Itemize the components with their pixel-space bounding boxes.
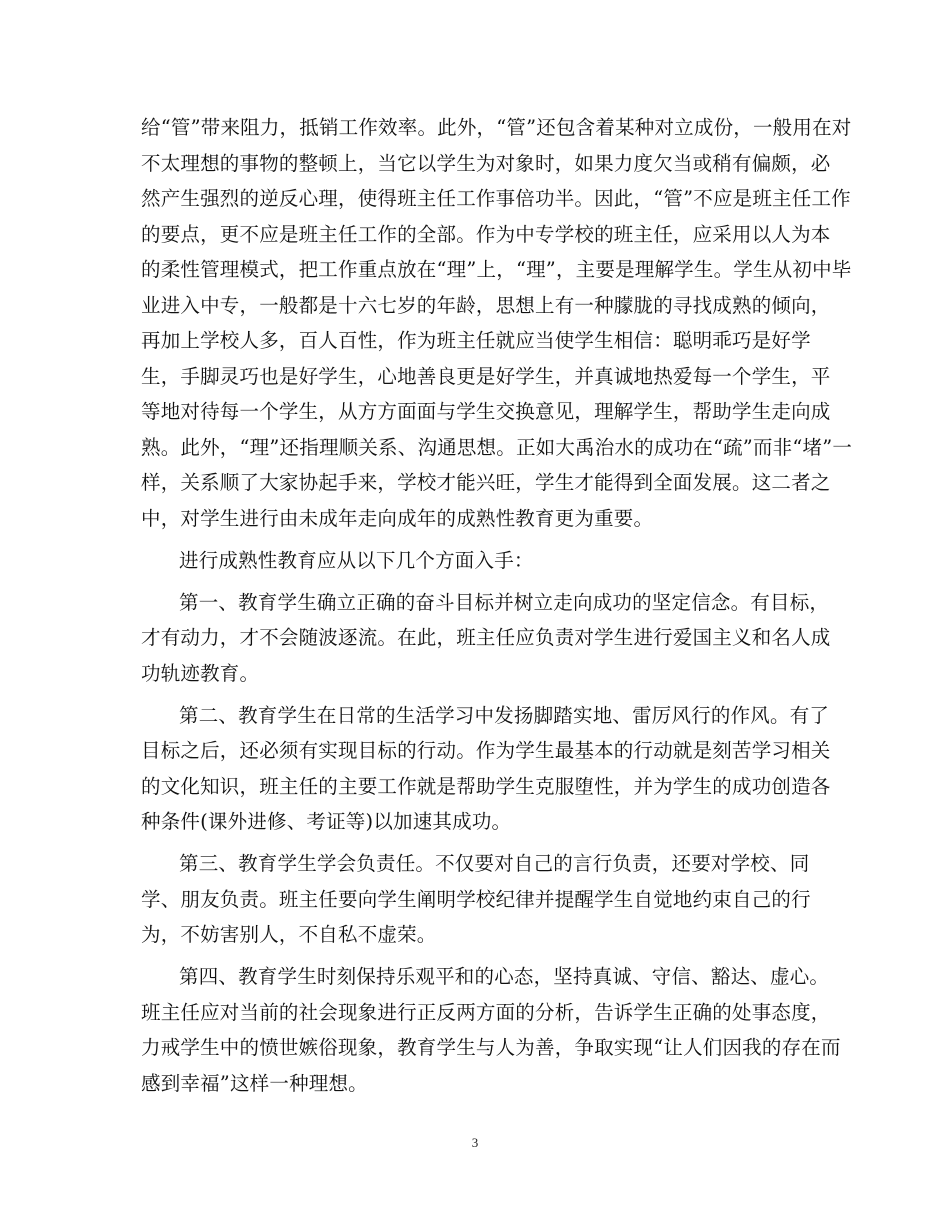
text-line: 样，关系顺了大家协起手来，学校才能兴旺，学生才能得到全面发展。这二者之 — [141, 471, 831, 494]
text-line: 第一、教育学生确立正确的奋斗目标并树立走向成功的坚定信念。有目标， — [179, 590, 830, 614]
text-line: 第二、教育学生在日常的生活学习中发扬脚踏实地、雷厉风行的作风。有了 — [179, 703, 830, 727]
text-line: 进行成熟性教育应从以下几个方面入手： — [179, 548, 534, 572]
paragraph-3 — [141, 585, 831, 692]
paragraph-4 — [141, 698, 831, 840]
text-line: 为，不妨害别人，不自私不虚荣。 — [141, 923, 437, 946]
text-line: 给“管”带来阻力，抵销工作效率。此外，“管”还包含着某种对立成份，一般用在对 — [141, 116, 852, 139]
text-line: 再加上学校人多，百人百性，作为班主任就应当使学生相信：聪明乖巧是好学 — [141, 329, 811, 352]
text-line: 目标之后，还必须有实现目标的行动。作为学生最基本的行动就是刻苦学习相关 — [141, 739, 831, 762]
text-line: 第三、教育学生学会负责任。不仅要对自己的言行负责，还要对学校、同 — [179, 852, 810, 875]
text-line: 业进入中专，一般都是十六七岁的年龄，思想上有一种朦胧的寻找成熟的倾向， — [141, 293, 831, 317]
text-line: 的柔性管理模式，把工作重点放在“理”上，“理”，主要是理解学生。学生从初中毕 — [141, 258, 852, 281]
paragraph-1 — [141, 110, 853, 536]
paragraph-6 — [141, 959, 841, 1101]
text-line: 班主任应对当前的社会现象进行正反两方面的分析，告诉学生正确的处事态度， — [141, 1000, 831, 1024]
body-text — [141, 110, 853, 1101]
text-line: 种条件(课外进修、考证等)以加速其成功。 — [141, 810, 512, 833]
paragraph-2 — [141, 543, 816, 579]
page-number: 3 — [471, 1135, 479, 1150]
text-line: 中，对学生进行由未成年走向成年的成熟性教育更为重要。 — [141, 506, 654, 530]
text-line: 第四、教育学生时刻保持乐观平和的心态，坚持真诚、守信、豁达、虚心。 — [179, 965, 830, 988]
text-line: 然产生强烈的逆反心理，使得班主任工作事倍功半。因此，“管”不应是班主任工作 — [141, 187, 851, 210]
text-line: 生，手脚灵巧也是好学生，心地善良更是好学生，并真诚地热爱每一个学生，平 — [141, 364, 831, 388]
text-line: 力戒学生中的愤世嫉俗现象，教育学生与人为善，争取实现“让人们因我的存在而 — [141, 1036, 841, 1059]
text-line: 感到幸福”这样一种理想。 — [141, 1071, 368, 1095]
text-line: 不太理想的事物的整顿上，当它以学生为对象时，如果力度欠当或稍有偏颇，必 — [141, 151, 831, 175]
text-line: 的要点，更不应是班主任工作的全部。作为中专学校的班主任，应采用以人为本 — [141, 222, 831, 246]
text-line: 等地对待每一个学生，从方方面面与学生交换意见，理解学生，帮助学生走向成 — [141, 400, 831, 423]
text-line: 才有动力，才不会随波逐流。在此，班主任应负责对学生进行爱国主义和名人成 — [141, 626, 831, 649]
text-line: 学、朋友负责。班主任要向学生阐明学校纪律并提醒学生自觉地约束自己的行 — [141, 887, 811, 911]
text-line: 功轨迹教育。 — [141, 661, 260, 685]
paragraph-5 — [141, 846, 816, 953]
text-line: 熟。此外，“理”还指理顺关系、沟通思想。正如大禹治水的成功在“疏”而非“堵”一 — [141, 435, 853, 459]
text-line: 的文化知识，班主任的主要工作就是帮助学生克服堕性，并为学生的成功创造各 — [141, 774, 831, 798]
